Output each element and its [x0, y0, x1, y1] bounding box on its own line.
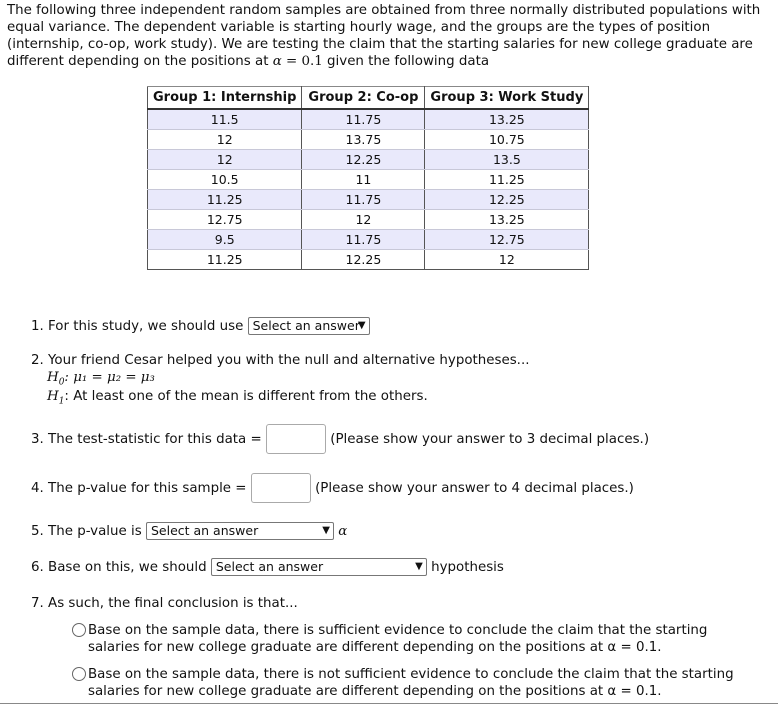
chevron-down-icon: ▼	[322, 525, 330, 536]
table-cell: 11.25	[148, 250, 302, 270]
table-cell: 10.5	[148, 170, 302, 190]
alpha-symbol: α	[338, 524, 348, 539]
question-1	[31, 317, 370, 335]
alpha-symbol: α	[272, 54, 282, 69]
table-cell: 12.25	[302, 250, 425, 270]
table-cell: 11.75	[302, 109, 425, 130]
chevron-down-icon: ▼	[357, 320, 366, 331]
header-group-2: Group 2: Co-op	[302, 87, 425, 110]
table-cell: 11.25	[148, 190, 302, 210]
h0-subscript: 0	[58, 377, 65, 388]
question-1-label: 1. For this study, we should use	[31, 319, 244, 334]
test-statistic-input[interactable]	[266, 424, 326, 454]
table-header-row	[148, 87, 589, 110]
table-row	[148, 109, 589, 130]
radio-circle-icon[interactable]	[72, 667, 86, 681]
table-row	[148, 210, 589, 230]
h1-statement: : At least one of the mean is different from the others.	[64, 389, 428, 404]
table-cell: 10.75	[425, 130, 589, 150]
table-cell: 11.75	[302, 190, 425, 210]
question-4-hint: (Please show your answer to 4 decimal places.)	[315, 481, 634, 496]
question-5	[31, 522, 347, 540]
question-4-label: 4. The p-value for this sample =	[31, 481, 247, 496]
null-hypothesis	[47, 370, 155, 388]
data-table	[147, 86, 589, 270]
p-value-comparison-value: Select an answer	[150, 523, 259, 538]
table-cell: 11.25	[425, 170, 589, 190]
table-row	[148, 230, 589, 250]
table-cell: 13.25	[425, 109, 589, 130]
h1-subscript: 1	[58, 396, 65, 407]
question-6	[31, 558, 504, 576]
table-cell: 12.25	[425, 190, 589, 210]
p-value-comparison-select[interactable]	[146, 522, 334, 540]
problem-statement	[7, 2, 767, 70]
table-cell: 13.75	[302, 130, 425, 150]
question-6-suffix: hypothesis	[431, 560, 504, 575]
table-row	[148, 190, 589, 210]
table-cell: 11	[302, 170, 425, 190]
table-cell: 9.5	[148, 230, 302, 250]
header-group-3: Group 3: Work Study	[425, 87, 589, 110]
decision-select[interactable]	[211, 558, 427, 576]
table-cell: 13.25	[425, 210, 589, 230]
study-type-select-value: Select an answer	[252, 318, 360, 333]
table-cell: 13.5	[425, 150, 589, 170]
header-group-1: Group 1: Internship	[148, 87, 302, 110]
h0-statement: : μ₁ = μ₂ = μ₃	[64, 370, 155, 385]
study-type-select[interactable]	[248, 317, 370, 335]
intro-text-end: given the following data	[322, 54, 490, 69]
table-cell: 12	[148, 150, 302, 170]
alpha-value: 0.1	[301, 54, 323, 69]
conclusion-option-text: Base on the sample data, there is sufficient evidence to conclude the claim that the starting salaries for new college graduate are different depending on the positions at α = 0.1.	[88, 623, 708, 655]
bottom-divider	[0, 703, 778, 704]
table-row	[148, 250, 589, 270]
question-5-label: 5. The p-value is	[31, 524, 142, 539]
question-7-label: 7. As such, the final conclusion is that...	[31, 596, 298, 611]
decision-select-value: Select an answer	[215, 559, 324, 574]
table-row	[148, 170, 589, 190]
table-cell: 11.75	[302, 230, 425, 250]
table-cell: 12	[148, 130, 302, 150]
intro-text: The following three independent random samples are obtained from three normally distributed populations with equal variance. The dependent variable is starting hourly wage, and the groups are the types of position (internship, co-op, work study). We are testing the claim that the starting salaries for new college graduate are different depending on the positions at	[7, 3, 761, 69]
question-3	[31, 424, 649, 454]
alternative-hypothesis	[47, 389, 428, 407]
table-row	[148, 150, 589, 170]
table-cell: 12.25	[302, 150, 425, 170]
conclusion-option-text: Base on the sample data, there is not sufficient evidence to conclude the claim that the starting salaries for new college graduate are different depending on the positions at α = 0.1.	[88, 667, 734, 699]
h1-symbol: H	[47, 389, 59, 404]
table-cell: 12	[302, 210, 425, 230]
radio-circle-icon[interactable]	[72, 623, 86, 637]
h0-symbol: H	[47, 370, 59, 385]
question-4	[31, 473, 634, 503]
equals-sign: =	[281, 54, 302, 69]
table-cell: 12.75	[148, 210, 302, 230]
table-cell: 11.5	[148, 109, 302, 130]
question-6-label: 6. Base on this, we should	[31, 560, 207, 575]
conclusion-option-not-sufficient[interactable]	[72, 666, 752, 700]
conclusion-option-sufficient[interactable]	[72, 622, 752, 656]
table-cell: 12	[425, 250, 589, 270]
p-value-input[interactable]	[251, 473, 311, 503]
question-3-label: 3. The test-statistic for this data =	[31, 432, 262, 447]
chevron-down-icon: ▼	[415, 561, 423, 572]
table-row	[148, 130, 589, 150]
question-3-hint: (Please show your answer to 3 decimal places.)	[330, 432, 650, 447]
question-2-label: 2. Your friend Cesar helped you with the null and alternative hypotheses...	[31, 353, 530, 368]
table-cell: 12.75	[425, 230, 589, 250]
